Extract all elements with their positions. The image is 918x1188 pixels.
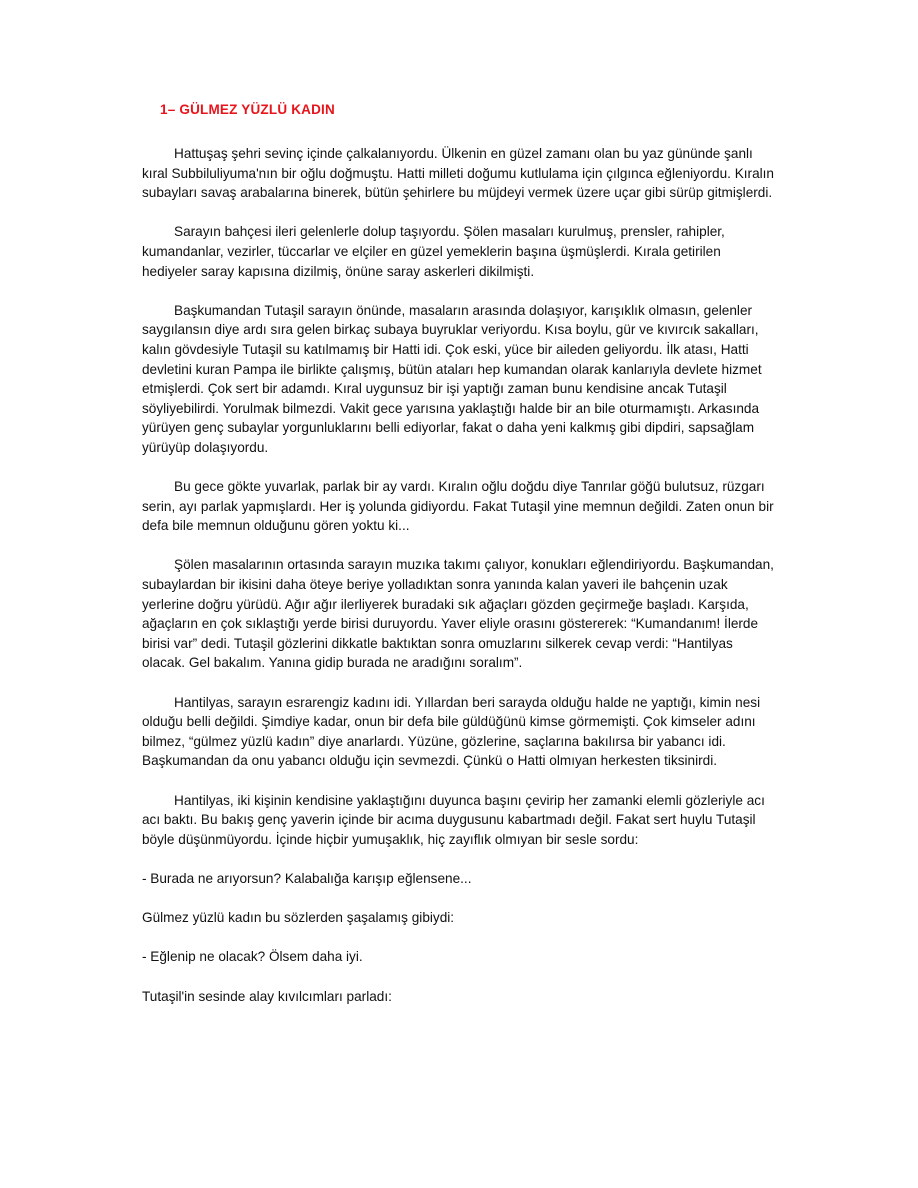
paragraph: Sarayın bahçesi ileri gelenlerle dolup taşıyordu. Şölen masaları kurulmuş, prensler, rahipler, kumandanlar, vezirler, tüccarlar ve elçiler en güzel yemeklerin başına üşmüşlerdi. Kırala getirilen hediyeler saray kapısına dizilmiş, önüne saray askerleri dikilmişti. — [142, 224, 725, 279]
dialogue-line: - Burada ne arıyorsun? Kalabalığa karışıp eğlensene... — [142, 870, 472, 886]
dialogue-line: - Eğlenip ne olacak? Ölsem daha iyi. — [142, 949, 363, 965]
paragraph: Başkumandan Tutaşil sarayın önünde, masaların arasında dolaşıyor, karışıklık olmasın, gelenler saygılansın diye ardı sıra gelen birkaç subaya buyruklar veriyordu. Kısa boylu, gür ve kıvırcık sakalları, kalın gövdesiyle Tutaşil su katılmamış bir Hatti idi. Çok eski, yüce bir aileden geliyordu. İlk atası, Hatti devletini kuran Pampa ile birlikte çalışmış, bütün ataları hep kumandan olarak kanlarıyla devlete hizmet etmişlerdi. Çok sert bir adamdı. Kıral uygunsuz bir işi yaptığı zaman bunu kendisine ancak Tutaşil söyliyebilirdi. Yorulmak bilmezdi. Vakit gece yarısına yaklaştığı halde bir an bile oturmamıştı. Arkasında yürüyen genç subaylar yorgunluklarını belli ediyorlar, fakat o daha yeni kalkmış gibi dipdiri, sapsağlam yürüyüp dolaşıyordu. — [142, 302, 762, 455]
paragraph: Hantilyas, sarayın esrarengiz kadını idi. Yıllardan beri sarayda olduğu halde ne yaptığı, kimin nesi olduğu belli değildi. Şimdiye kadar, onun bir defa bile güldüğünü kimse görmemişti. Çok kimseler adını bilmez, “gülmez yüzlü kadın” diye anarlardı. Yüzüne, gözlerine, saçlarına bakılırsa bir yabancı idi. Başkumandan da onu yabancı olduğu için sevmezdi. Çünkü o Hatti olmıyan herkesten tiksinirdi. — [142, 694, 761, 769]
narration-line: Tutaşil'in sesinde alay kıvılcımları parladı: — [142, 988, 392, 1004]
paragraph: Bu gece gökte yuvarlak, parlak bir ay vardı. Kıralın oğlu doğdu diye Tanrılar göğü bulutsuz, rüzgarı serin, ayı parlak yapmışlardı. Her iş yolunda gidiyordu. Fakat Tutaşil yine memnun değildi. Zaten onun bir defa bile memnun olduğunu gören yoktu ki... — [142, 479, 774, 534]
chapter-title: 1– GÜLMEZ YÜZLÜ KADIN — [160, 102, 335, 117]
paragraph: Hattuşaş şehri sevinç içinde çalkalanıyordu. Ülkenin en güzel zamanı olan bu yaz gününde şanlı kıral Subbiluliyuma'nın bir oğlu doğmuştu. Hatti milleti doğumu kutlulama için çılgınca eğleniyordu. Kıralın subayları savaş arabalarına binerek, bütün şehirlere bu müjdeyi vermek üzere uçar gibi sürüp gitmişlerdi. — [142, 146, 774, 201]
paragraph: Şölen masalarının ortasında sarayın muzıka takımı çalıyor, konukları eğlendiriyordu. Başkumandan, subaylardan bir ikisini daha öteye beriye yolladıktan sonra yanında kalan yaveri ile bahçenin uzak yerlerine doğru yürüdü. Ağır ağır ilerliyerek buradaki sık ağaçları gözden geçirmeğe başladı. Karşıda, ağaçların en çok sıklaştığı yerde birisi duruyordu. Yaver eliyle orasını göstererek: “Kumandanım! İlerde birisi var” dedi. Tutaşil gözlerini dikkatle baktıktan sonra omuzlarını silkerek cevap verdi: “Hantilyas olacak. Gel bakalım. Yanına gidip burada ne aradığını soralım”. — [142, 557, 774, 671]
paragraph: Hantilyas, iki kişinin kendisine yaklaştığını duyunca başını çevirip her zamanki elemli gözleriyle acı acı baktı. Bu bakış genç yaverin içinde bir acıma duygusunu kabartmadı değil. Fakat sert huylu Tutaşil böyle düşünmüyordu. İçinde hiçbir yumuşaklık, hiç zayıflık olmıyan bir sesle sordu: — [142, 792, 765, 847]
chapter-body — [142, 144, 778, 1026]
narration-line: Gülmez yüzlü kadın bu sözlerden şaşalamış gibiydi: — [142, 910, 455, 926]
